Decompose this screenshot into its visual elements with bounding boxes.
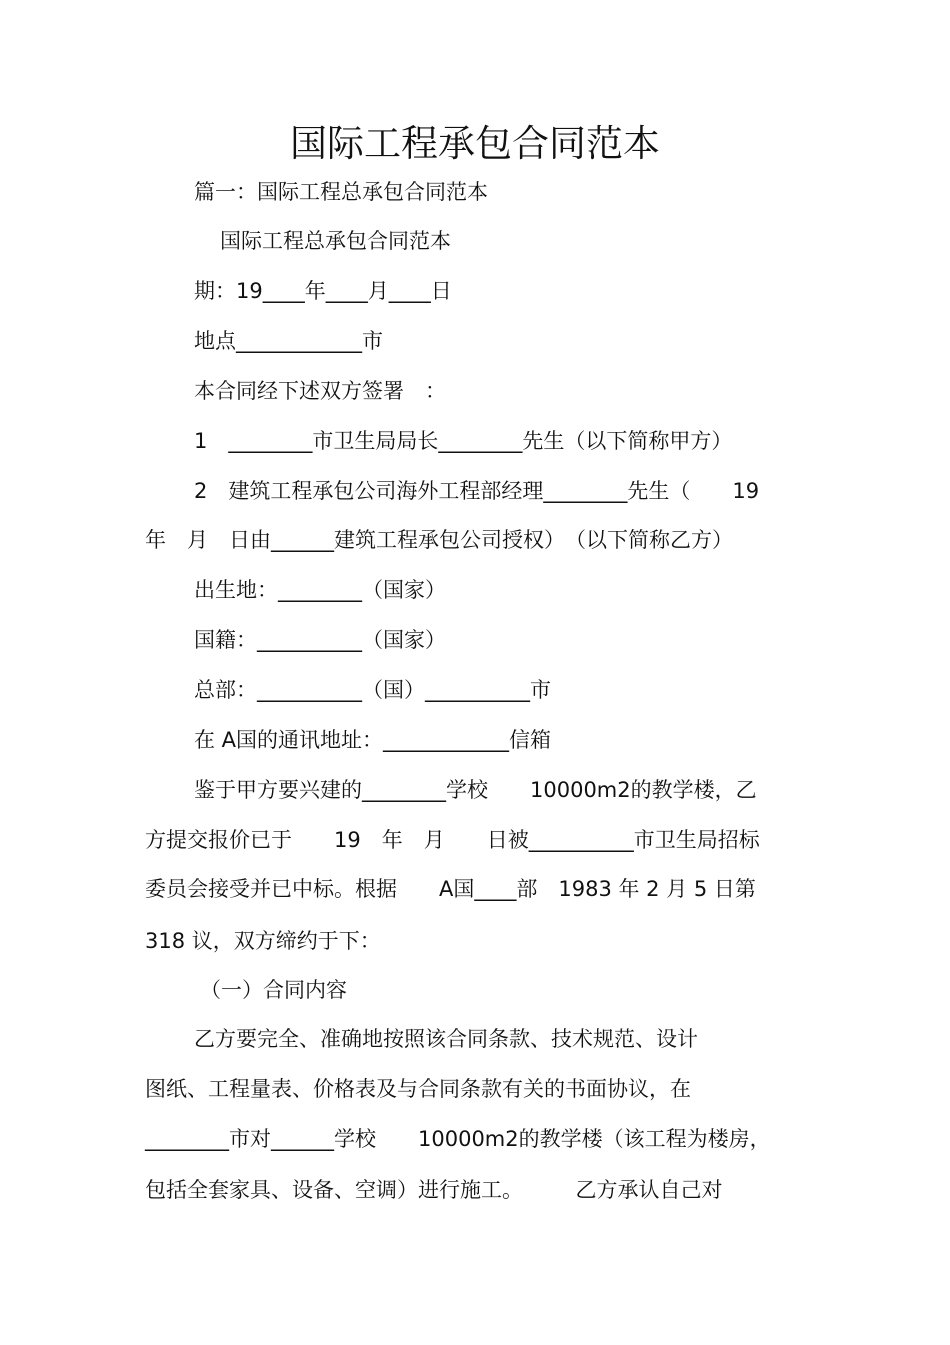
body-paragraph-line: 图纸、工程量表、价格表及与合同条款有关的书面协议，在 [145, 1077, 691, 1101]
body-paragraph-line: 乙方要完全、准确地按照该合同条款、技术规范、设计 [194, 1027, 698, 1051]
body-paragraph-line: 方提交报价已于 19 年 月 日被__________市卫生局招标 [145, 828, 760, 852]
nationality-line: 国籍：__________（国家） [194, 628, 446, 652]
body-paragraph-line: 鉴于甲方要兴建的________学校 10000m2的教学楼，乙 [194, 778, 757, 802]
sub-heading: 国际工程总承包合同范本 [220, 229, 451, 253]
body-paragraph-line: ________市对______学校 10000m2的教学楼（该工程为楼房， [145, 1127, 771, 1151]
address-line: 在 A国的通讯地址：____________信箱 [194, 728, 552, 752]
party-b-line: 2 建筑工程承包公司海外工程部经理________先生（ 19 [194, 479, 760, 503]
section-heading-contract-content: （一）合同内容 [200, 978, 347, 1002]
party-a-line: 1 ________市卫生局局长________先生（以下简称甲方） [194, 429, 733, 453]
headquarters-line: 总部：__________（国）__________市 [194, 678, 551, 702]
party-b-line-cont: 年 月 日由______建筑工程承包公司授权） （以下简称乙方） [145, 528, 733, 552]
body-paragraph-line: 318 议，双方缔约于下： [145, 929, 381, 953]
section-heading: 篇一：国际工程总承包合同范本 [194, 180, 488, 204]
body-paragraph-line: 委员会接受并已中标。根据 A国____部 1983 年 2 月 5 日第 [145, 877, 756, 901]
place-line: 地点____________市 [194, 329, 383, 353]
birthplace-line: 出生地：________（国家） [194, 578, 446, 602]
document-title: 国际工程承包合同范本 [290, 122, 660, 165]
signatories-intro: 本合同经下述双方签署 ： [194, 379, 446, 403]
body-paragraph-line: 包括全套家具、设备、空调）进行施工。 乙方承认自己对 [145, 1178, 723, 1202]
date-line: 期：19____年____月____日 [194, 279, 452, 303]
